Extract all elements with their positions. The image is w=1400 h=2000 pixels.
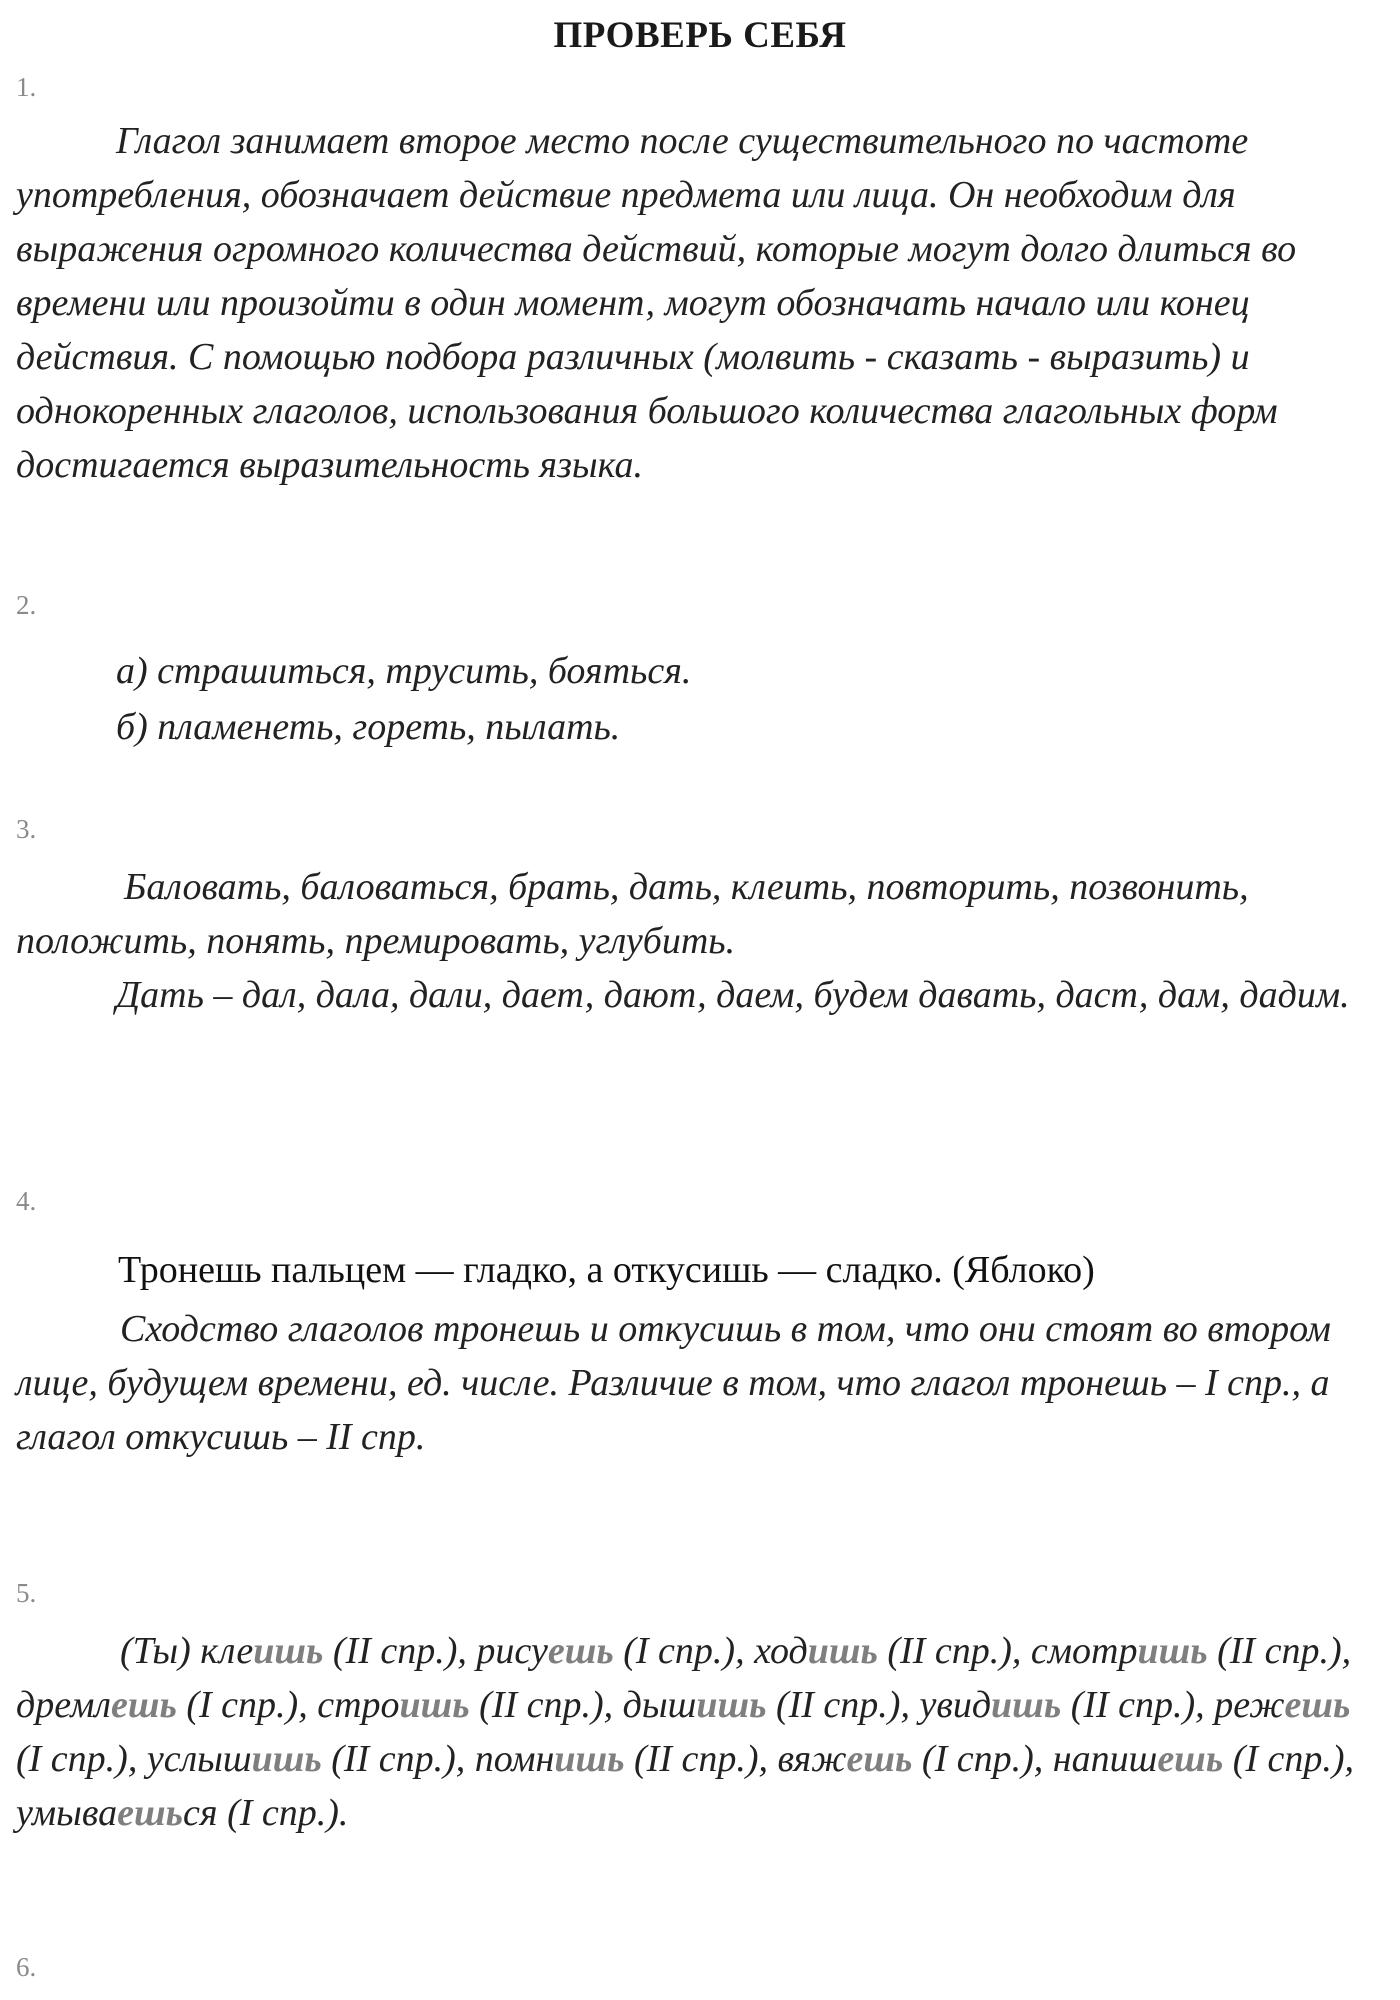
- conjugation-note: (II спр.),: [1207, 1630, 1352, 1672]
- section-3-paragraph-2: [16, 968, 1356, 1022]
- verb-ending: ишь: [696, 1684, 767, 1726]
- conjugation-note: (I спр.),: [912, 1738, 1053, 1780]
- verb-ending: ишь: [554, 1738, 625, 1780]
- verb-stem: умыва: [16, 1792, 118, 1834]
- verb-ending: ешь: [110, 1684, 177, 1726]
- verb-stem: дремл: [16, 1684, 111, 1726]
- verb-stem: помн: [474, 1738, 555, 1780]
- verb-stem: стро: [317, 1684, 400, 1726]
- verb-stem: дыш: [622, 1684, 697, 1726]
- section-4-body: Сходство глаголов тронешь и откусишь в том, что они стоят во втором лице, будущем времени, ед. числе. Различие в том, что глагол тронешь – I спр., а глагол откусишь – II спр.: [16, 1308, 1331, 1458]
- verb-ending: ишь: [807, 1630, 878, 1672]
- conjugation-note: (II спр.),: [877, 1630, 1031, 1672]
- conjugation-note: (II спр.),: [321, 1738, 475, 1780]
- section-2-line-b: б) пламенеть, гореть, пылать.: [116, 706, 621, 748]
- section-6-number: 6.: [16, 1952, 37, 1982]
- verb-stem: напиш: [1052, 1738, 1158, 1780]
- section-3-number: 3.: [16, 814, 37, 844]
- conjugation-note: (I спр.),: [176, 1684, 318, 1726]
- conjugation-note: (I спр.),: [16, 1738, 147, 1780]
- verb-ending: ешь: [846, 1738, 913, 1780]
- verb-suffix: ся: [183, 1792, 218, 1834]
- verb-ending: ишь: [1137, 1630, 1208, 1672]
- section-1-number: 1.: [16, 72, 37, 102]
- verb-stem: рису: [476, 1630, 548, 1672]
- conjugation-note: (II спр.),: [766, 1684, 920, 1726]
- verb-stem: услыш: [146, 1738, 252, 1780]
- verb-ending: ишь: [399, 1684, 470, 1726]
- section-1-body: Глагол занимает второе место после существительного по частоте употребления, обозначает действие предмета или лица. Он необходим для выражения огромного количества действий, которые могут долго длиться во времени или произойти в один момент, могут обозначать начало или конец действия. С помощью подбора различных (молвить - сказать - выразить) и однокоренных глаголов, использования большого количества глагольных форм достигается выразительность языка.: [16, 120, 1297, 486]
- verb-stem: смотр: [1030, 1630, 1138, 1672]
- verb-ending: ешь: [547, 1630, 614, 1672]
- verb-stem: (Ты) кле: [120, 1630, 254, 1672]
- verb-ending: ишь: [253, 1630, 324, 1672]
- conjugation-note: (I спр.),: [613, 1630, 755, 1672]
- section-4-text: [16, 1302, 1356, 1464]
- verb-ending: ишь: [251, 1738, 322, 1780]
- verb-stem: реж: [1214, 1684, 1285, 1726]
- section-3-paragraph-1-text: Баловать, баловаться, брать, дать, клеить, повторить, позвонить, положить, понять, премировать, углубить.: [16, 866, 1249, 962]
- verb-stem: ход: [754, 1630, 808, 1672]
- section-1-text: [16, 114, 1356, 492]
- section-4-number: 4.: [16, 1186, 37, 1216]
- conjugation-note: (II спр.),: [469, 1684, 623, 1726]
- conjugation-note: (I спр.).: [217, 1792, 349, 1834]
- section-3-paragraph-2-text: Дать – дал, дала, дали, дает, дают, даем, будем давать, даст, дам, дадим.: [116, 974, 1350, 1016]
- section-3-paragraph-1: [16, 860, 1356, 968]
- section-5-number: 5.: [16, 1578, 37, 1608]
- verb-ending: ишь: [991, 1684, 1062, 1726]
- page-title: ПРОВЕРЬ СЕБЯ: [553, 15, 847, 56]
- verb-ending: ешь: [1157, 1738, 1224, 1780]
- section-5-text: [16, 1624, 1356, 1840]
- verb-ending: ешь: [1284, 1684, 1351, 1726]
- section-2-line-a: а) страшиться, трусить, бояться.: [116, 650, 692, 692]
- conjugation-note: (II спр.),: [1061, 1684, 1215, 1726]
- verb-stem: вяж: [777, 1738, 847, 1780]
- section-2-number: 2.: [16, 590, 37, 620]
- conjugation-note: (II спр.),: [624, 1738, 778, 1780]
- verb-ending: ешь: [117, 1792, 184, 1834]
- verb-stem: увид: [919, 1684, 992, 1726]
- conjugation-note: (II спр.),: [323, 1630, 477, 1672]
- section-4-riddle: Тронешь пальцем — гладко, а откусишь — сладко. (Яблоко): [118, 1249, 1095, 1291]
- conjugation-note: (I спр.),: [1223, 1738, 1355, 1780]
